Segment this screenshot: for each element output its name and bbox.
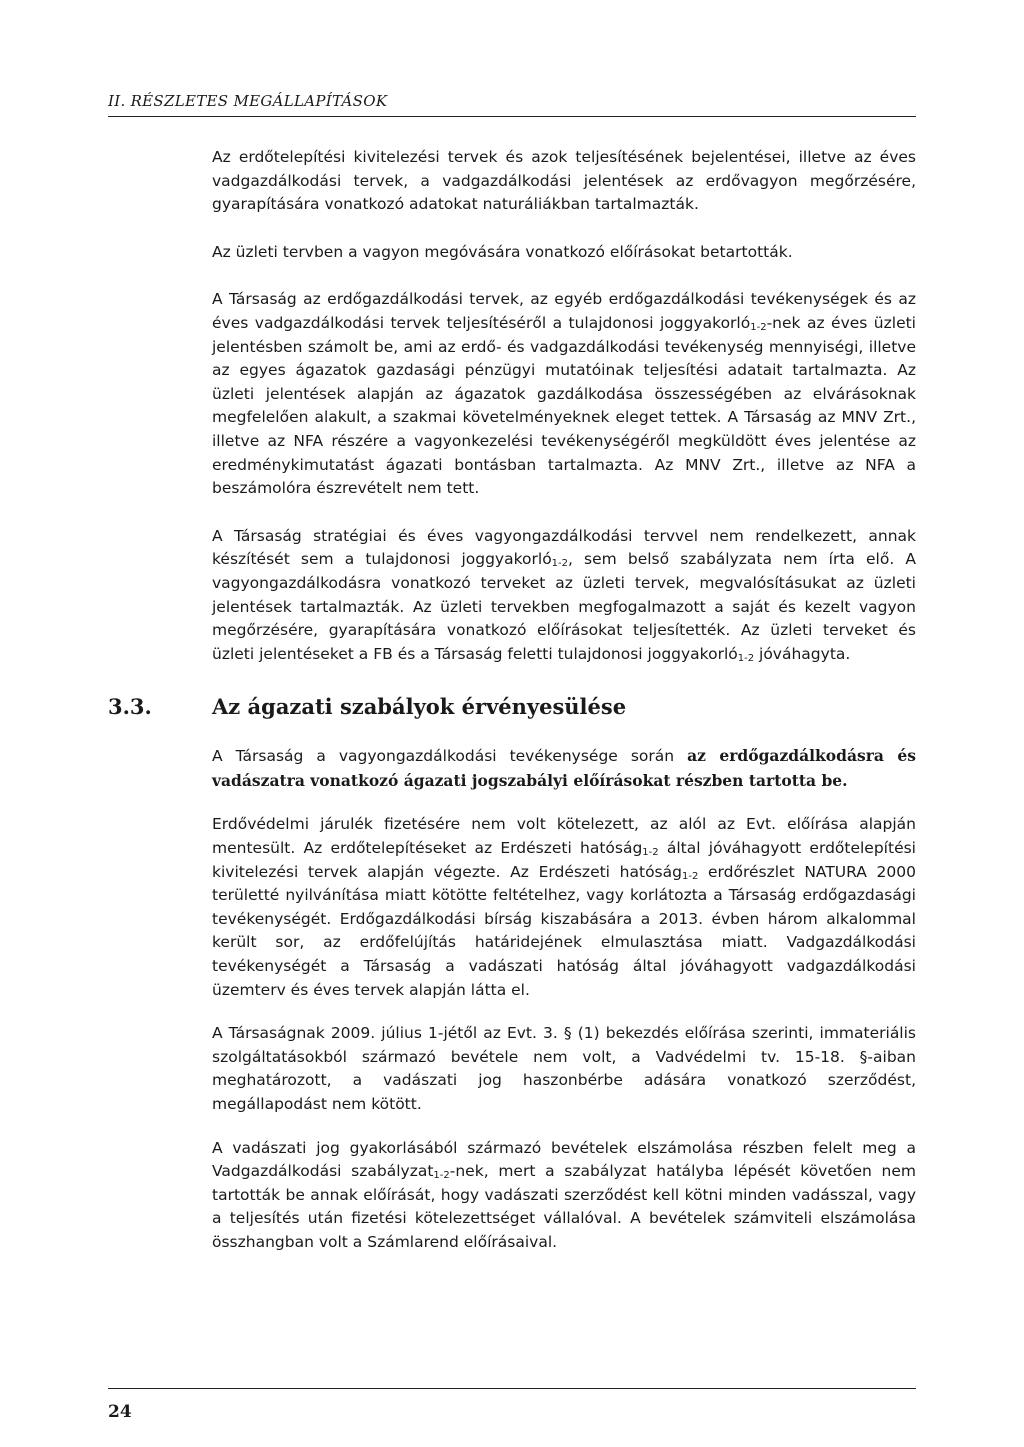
- paragraph-4-text-a: A Társaság stratégiai és éves vagyongazdálkodási tervvel nem rendelkezett, annak készítését sem a tulajdonosi joggyakorló: [212, 526, 916, 569]
- section-intro: [212, 744, 916, 793]
- paragraph-3-text-a: A Társaság az erdőgazdálkodási tervek, az egyéb erdőgazdálkodási tevékenységek és az éves vadgazdálkodási tervek teljesítéséről a tulajdonosi joggyakorló: [212, 290, 916, 332]
- section-paragraph-1-text-b: által jóváhagyott erdőtelepítési kivitelezési tervek alapján végezte. Az Erdészeti hatóság: [212, 839, 916, 881]
- footer-divider: [108, 1388, 916, 1389]
- running-header: II. RÉSZLETES MEGÁLLAPÍTÁSOK: [108, 92, 388, 110]
- section-paragraph-3-text-b: -nek, mert a szabályzat hatályba lépését követően nem tartották be annak előírását, hogy vadászati szerződést kell kötni minden vadásszal, vagy a teljesítés után fizetési kötelezettséget vállalóval. A bevételek számviteli elszámolása összhangban volt a Számlarend előírásaival.: [212, 1162, 916, 1251]
- section-intro-text: A Társaság a vagyongazdálkodási tevékenysége során: [212, 747, 688, 766]
- section-paragraph-1-text-c: erdőrészlet NATURA 2000 területté nyilvánítása miatt kötötte feltételhez, vagy korlátozta a Társaság erdőgazdasági tevékenységét. Erdőgazdálkodási bírság kiszabására a 2013. évben három alkalommal került sor, az erdőfelújítás határidejének elmulasztása miatt. Vadgazdálkodási tevékenységét a Társaság a vadászati hatóság által jóváhagyott vadgazdálkodási üzemterv és éves tervek alapján látta el.: [212, 862, 916, 999]
- subscript: 1-2: [737, 652, 755, 664]
- paragraph-2: Az üzleti tervben a vagyon megóvására vonatkozó előírásokat betartották.: [212, 242, 793, 261]
- page-number: 24: [108, 1402, 132, 1422]
- paragraph-3-text-b: -nek az éves üzleti jelentésben számolt be, ami az erdő- és vadgazdálkodási tevékenység mennyiségi, illetve az egyes ágazatok gazdasági pénzügyi mutatóinak teljesítési adatait tartalmazta. Az üzleti jelentések alapján az ágazatok gazdálkodása összességében az elvárásoknak megfelelően alakult, a szakmai követelményeknek eleget tettek. A Társaság az MNV Zrt., illetve az NFA részére a vagyonkezelési tevékenységéről megküldött éves jelentése az eredménykimutatást ágazati bontásban tartalmazta. Az MNV Zrt., illetve az NFA a beszámolóra észrevételt nem tett.: [212, 313, 916, 498]
- paragraph-3: [212, 288, 916, 500]
- subscript: 1-2: [750, 321, 767, 333]
- paragraph-4: [212, 525, 916, 667]
- paragraph-4-text-b: , sem belső szabályzata nem írta elő. A vagyongazdálkodásra vonatkozó terveket az üzleti tervek, megvalósításukat az üzleti jelentések tartalmazták. Az üzleti tervekben megfogalmazott a saját és kezelt vagyon megőrzésére, gyarapítására vonatkozó előírásokat teljesítették. Az üzleti terveket és üzleti jelentéseket a FB és a Társaság feletti tulajdonosi joggyakorló: [212, 550, 916, 663]
- paragraph-1: Az erdőtelepítési kivitelezési tervek és azok teljesítésének bejelentései, illetve az éves vadgazdálkodási tervek, a vadgazdálkodási jelentések az erdővagyon megőrzésére, gyarapítására vonatkozó adatokat naturáliákban tartalmazták.: [212, 148, 916, 214]
- header-divider: [108, 116, 916, 117]
- section-paragraph-2: A Társaságnak 2009. július 1-jétől az Evt. 3. § (1) bekezdés előírása szerinti, immateriális szolgáltatásokból származó bevétele nem volt, a Vadvédelmi tv. 15-18. §-aiban meghatározott, a vadászati jog haszonbérbe adására vonatkozó szerződést, megállapodást nem kötött.: [212, 1024, 916, 1113]
- section-number: 3.3.: [108, 694, 152, 720]
- paragraph-4-text-c: jóváhagyta.: [754, 644, 851, 663]
- section-intro-emphasis: az erdőgazdálkodásra és vadászatra vonatkozó ágazati jogszabályi előírásokat részben tartotta be.: [212, 746, 916, 790]
- subscript: 1-2: [551, 558, 569, 570]
- section-paragraph-3-text-a: A vadászati jog gyakorlásából származó bevételek elszámolása részben felelt meg a Vadgazdálkodási szabályzat: [212, 1138, 916, 1181]
- section-heading: [108, 694, 916, 728]
- section-paragraph-1-text-a: Erdővédelmi járulék fizetésére nem volt kötelezett, az alól az Evt. előírása alapján mentesült. Az erdőtelepítéseket az Erdészeti hatóság: [212, 815, 916, 858]
- subscript: 1-2: [433, 1170, 450, 1182]
- page-body: [108, 146, 916, 1255]
- subscript: 1-2: [642, 847, 659, 859]
- section-paragraph-3: [212, 1137, 916, 1255]
- section-title: Az ágazati szabályok érvényesülése: [212, 694, 627, 720]
- subscript: 1-2: [681, 870, 699, 882]
- section-paragraph-1: [212, 813, 916, 1002]
